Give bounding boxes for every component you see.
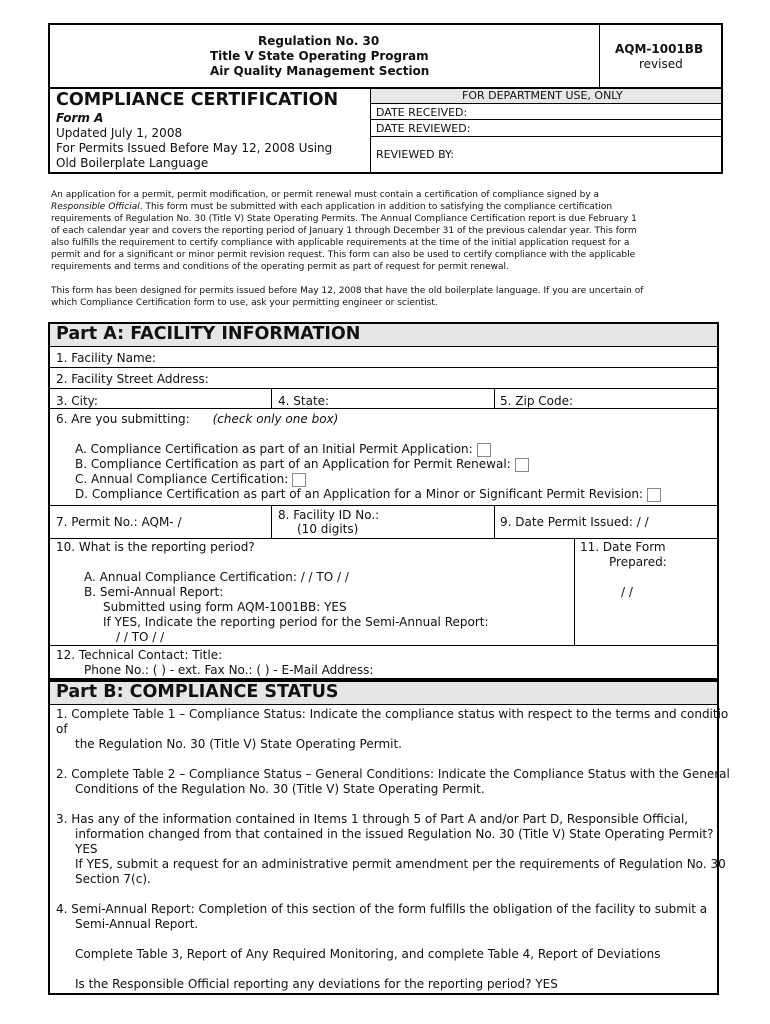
item4-line3: Complete Table 3, Report of Any Required Monitoring, and complete Table 4, Report of Deviations [75,947,661,961]
technical-contact-field[interactable]: 12. Technical Contact: Title: [56,648,223,662]
dept-use-heading: FOR DEPARTMENT USE, ONLY [462,89,623,102]
updated-date: Updated July 1, 2008 [56,126,183,140]
facility-name-field[interactable]: 1. Facility Name: [56,351,157,365]
part-b-heading: Part B: COMPLIANCE STATUS [56,682,339,702]
regulation-title: Regulation No. 30 [258,34,380,48]
contact-phone-fax-email[interactable]: Phone No.: ( ) - ext. Fax No.: ( ) - E-Mail Address: [84,663,374,677]
part-a-line-2 [50,388,717,389]
part-a-line-h [50,346,717,347]
item3-line5: Section 7(c). [75,872,151,886]
item2-line1: 2. Complete Table 2 – Compliance Status – General Conditions: Indicate the Compliance Status with the General [56,767,730,781]
form-name: Form A [56,111,104,125]
city-field[interactable]: 3. City: [56,394,98,408]
intro-line-5: also fulfills the requirement to certify compliance with applicable requirements at the time of the initial application request for a [51,238,630,248]
intro-line-6: permit and for a significant or minor permit revision request. This form can also be used to certify compliance with the applicable [51,250,636,260]
intro-line-3: requirements of Regulation No. 30 (Title V) State Operating Permits. The Annual Compliance Certification report is due February 1 [51,214,637,224]
date-form-prepared-label-2: Prepared: [609,555,667,569]
option-b-checkbox[interactable] [515,458,529,472]
annual-certification-period[interactable]: A. Annual Compliance Certification: / / TO / / [84,570,349,584]
facility-id-note: (10 digits) [297,522,359,536]
submitting-question [56,412,338,426]
date-form-prepared-value[interactable]: / / [621,585,633,599]
facility-id-field[interactable]: 8. Facility ID No.: [278,508,380,522]
part-a-line-6 [50,645,717,646]
intro-line-2 [51,202,612,213]
option-a-label: A. Compliance Certification as part of an Initial Permit Application: [75,442,473,456]
permit-facility-divider [271,506,272,538]
check-one-note: (check only one box) [212,412,339,426]
state-field[interactable]: 4. State: [278,394,330,408]
option-c-row [75,472,306,487]
city-state-divider [271,389,272,408]
reporting-date-divider [574,539,575,645]
intro-line-4: of each calendar year and covers the reporting period of January 1 through December 31 of the previous calendar year. This form [51,226,637,236]
option-d-checkbox[interactable] [647,488,661,502]
facility-date-divider [494,506,495,538]
responsible-official-term: Responsible Official [51,202,140,212]
semi-annual-report-label: B. Semi-Annual Report: [84,585,224,599]
date-form-prepared-label: 11. Date Form [580,540,666,554]
option-d-row [75,487,661,502]
date-received-label: DATE RECEIVED: [376,106,468,119]
submitting-label: 6. Are you submitting: [56,412,190,426]
zip-code-field[interactable]: 5. Zip Code: [500,394,574,408]
semi-annual-period-question: If YES, Indicate the reporting period for the Semi-Annual Report: [103,615,489,629]
option-a-row [75,442,491,457]
permit-number-field[interactable]: 7. Permit No.: AQM- / [56,515,182,529]
program-title: Title V State Operating Program [210,49,429,63]
date-reviewed-label: DATE REVIEWED: [376,122,471,135]
item4-line1: 4. Semi-Annual Report: Completion of this section of the form fulfills the obligation of the facility to submit a [56,902,708,916]
item3-line4: If YES, submit a request for an administrative permit amendment per the requirements of Regulation No. 30 [75,857,726,871]
permits-note-line1: For Permits Issued Before May 12, 2008 Using [56,141,333,155]
date-permit-issued-field[interactable]: 9. Date Permit Issued: / / [500,515,649,529]
permits-note-line2: Old Boilerplate Language [56,156,209,170]
intro-p2-line-2: which Compliance Certification form to use, ask your permitting engineer or scientist. [51,298,438,308]
part-b-line-h [50,704,717,705]
semi-annual-period-dates[interactable]: / / TO / / [116,630,165,644]
part-a-line-5 [50,538,717,539]
form-status: revised [639,57,683,71]
option-c-label: C. Annual Compliance Certification: [75,472,289,486]
intro-line-7: requirements and terms and conditions of the operating permit as part of request for permit renewal. [51,262,509,272]
form-code: AQM-1001BB [615,42,704,56]
facility-street-address-field[interactable]: 2. Facility Street Address: [56,372,209,386]
dept-line-1 [371,103,722,104]
option-b-row [75,457,529,472]
part-a-line-1 [50,367,717,368]
item3-line1: 3. Has any of the information contained in Items 1 through 5 of Part A and/or Part D, Responsible Official, [56,812,689,826]
part-a-line-3 [50,408,717,409]
item1-line2: of [56,722,68,736]
item3-answer[interactable]: YES [75,842,98,856]
option-d-label: D. Compliance Certification as part of an Application for a Minor or Significant Permit Revision: [75,487,643,501]
reporting-period-question: 10. What is the reporting period? [56,540,255,554]
intro-line-2-rest: . This form must be submitted with each application in addition to satisfying the compliance certification [139,202,613,212]
reviewed-by-label: REVIEWED BY: [376,148,455,161]
option-a-checkbox[interactable] [477,443,491,457]
section-title: Air Quality Management Section [210,64,430,78]
state-zip-divider [494,389,495,408]
page-title: COMPLIANCE CERTIFICATION [56,90,339,110]
part-a-line-4 [50,505,717,506]
item4-line4[interactable]: Is the Responsible Official reporting any deviations for the reporting period? YES [75,977,558,991]
dept-line-2 [371,119,722,120]
header-divider [599,24,600,88]
option-c-checkbox[interactable] [292,473,306,487]
item2-line2: Conditions of the Regulation No. 30 (Title V) State Operating Permit. [75,782,485,796]
item1-line3: the Regulation No. 30 (Title V) State Operating Permit. [75,737,402,751]
item3-line2: information changed from that contained in the issued Regulation No. 30 (Title V) State Operating Permit? [75,827,714,841]
intro-p2-line-1: This form has been designed for permits issued before May 12, 2008 that have the old boilerplate language. If you are uncertain of [51,286,644,296]
submitted-using-form[interactable]: Submitted using form AQM-1001BB: YES [103,600,347,614]
part-a-heading: Part A: FACILITY INFORMATION [56,324,361,344]
item4-line2: Semi-Annual Report. [75,917,199,931]
dept-line-3 [371,136,722,137]
intro-line-1: An application for a permit, permit modification, or permit renewal must contain a certification of compliance signed by a [51,190,600,200]
item1-line1: 1. Complete Table 1 – Compliance Status: Indicate the compliance status with respect to the terms and conditio [56,707,729,721]
option-b-label: B. Compliance Certification as part of an Application for Permit Renewal: [75,457,511,471]
